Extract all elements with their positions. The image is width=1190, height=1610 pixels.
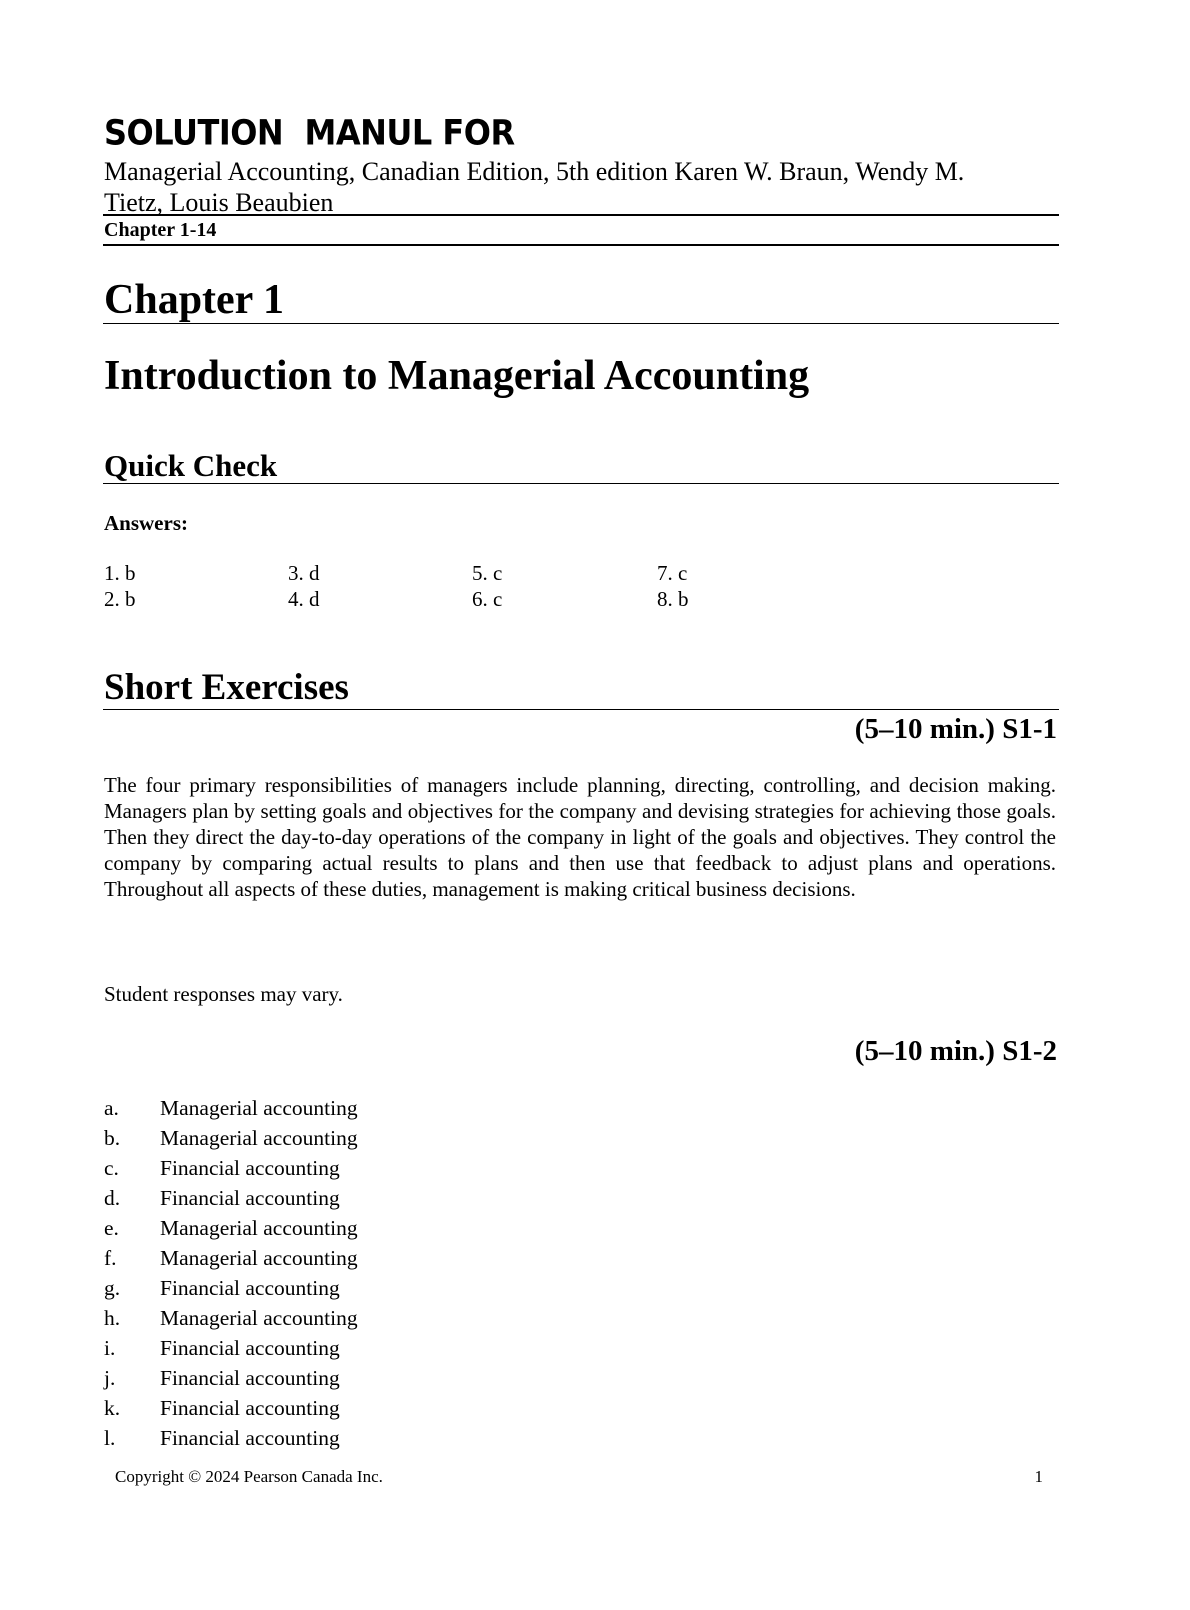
chapter-name: Introduction to Managerial Accounting [104, 353, 810, 399]
answer-item: 5. c [472, 561, 503, 585]
quick-check-rule [103, 483, 1059, 484]
list-item [104, 1243, 358, 1273]
list-item [104, 1093, 358, 1123]
list-item [104, 1213, 358, 1243]
list-item [104, 1273, 358, 1303]
list-item [104, 1423, 358, 1453]
answer-item: 6. c [472, 587, 503, 611]
list-item-value: Financial accounting [160, 1156, 340, 1180]
list-item-letter: k. [104, 1396, 121, 1420]
exercise-tag-s1-2: (5–10 min.) S1-2 [854, 1035, 1057, 1067]
list-item-letter: l. [104, 1426, 116, 1450]
answer-item: 7. c [657, 561, 688, 585]
list-item-letter: d. [104, 1186, 121, 1210]
answer-item: 2. b [104, 587, 136, 611]
list-item-letter: e. [104, 1216, 119, 1240]
list-item-letter: c. [104, 1156, 119, 1180]
list-item [104, 1393, 358, 1423]
exercise-s1-1-note: Student responses may vary. [104, 982, 343, 1006]
list-item-letter: f. [104, 1246, 117, 1270]
list-item-value: Financial accounting [160, 1276, 340, 1300]
exercise-tag-s1-1: (5–10 min.) S1-1 [854, 713, 1057, 745]
list-item-value: Financial accounting [160, 1186, 340, 1210]
list-item [104, 1123, 358, 1153]
list-item-letter: h. [104, 1306, 121, 1330]
list-item-value: Managerial accounting [160, 1096, 358, 1120]
exercise-s1-2-list [104, 1093, 358, 1453]
list-item-letter: j. [104, 1366, 116, 1390]
list-item-value: Financial accounting [160, 1366, 340, 1390]
list-item-letter: g. [104, 1276, 121, 1300]
list-item [104, 1303, 358, 1333]
list-item-value: Managerial accounting [160, 1126, 358, 1150]
answer-item: 4. d [288, 587, 320, 611]
list-item [104, 1183, 358, 1213]
list-item [104, 1363, 358, 1393]
short-exercises-heading: Short Exercises [104, 667, 349, 708]
list-item [104, 1333, 358, 1363]
exercise-s1-1-answer: The four primary responsibilities of managers include planning, directing, controlling, and decision making. Managers plan by setting goals and objectives for the company and devising strategies for achieving those goals. Then they direct the day-to-day operations of the company in light of the goals and objectives. They control the company by comparing actual results to plans and then use that feedback to adjust plans and operations. Throughout all aspects of these duties, management is making critical business decisions. [104, 773, 1056, 901]
answer-item: 1. b [104, 561, 136, 585]
list-item-value: Financial accounting [160, 1336, 340, 1360]
header-top-rule [103, 214, 1059, 216]
header-bottom-rule [103, 244, 1059, 246]
chapter-range: Chapter 1-14 [104, 219, 217, 241]
list-item-letter: i. [104, 1336, 116, 1360]
list-item [104, 1153, 358, 1183]
answer-item: 3. d [288, 561, 320, 585]
answers-label: Answers: [104, 511, 188, 535]
footer-page-number: 1 [1034, 1467, 1043, 1486]
list-item-value: Managerial accounting [160, 1306, 358, 1330]
quick-check-heading: Quick Check [104, 448, 278, 483]
solution-manual-banner: SOLUTION MANUL FOR [104, 112, 515, 154]
book-subtitle: Managerial Accounting, Canadian Edition, 5th edition Karen W. Braun, Wendy M. Tietz, Louis Beaubien [104, 157, 965, 217]
chapter-title: Chapter 1 [104, 277, 285, 323]
list-item-value: Managerial accounting [160, 1246, 358, 1270]
list-item-value: Financial accounting [160, 1426, 340, 1450]
answer-item: 8. b [657, 587, 689, 611]
footer-copyright: Copyright © 2024 Pearson Canada Inc. [115, 1467, 383, 1486]
chapter-title-rule [103, 323, 1059, 324]
list-item-letter: a. [104, 1096, 119, 1120]
list-item-value: Managerial accounting [160, 1216, 358, 1240]
short-exercises-rule [103, 709, 1059, 710]
list-item-value: Financial accounting [160, 1396, 340, 1420]
list-item-letter: b. [104, 1126, 121, 1150]
